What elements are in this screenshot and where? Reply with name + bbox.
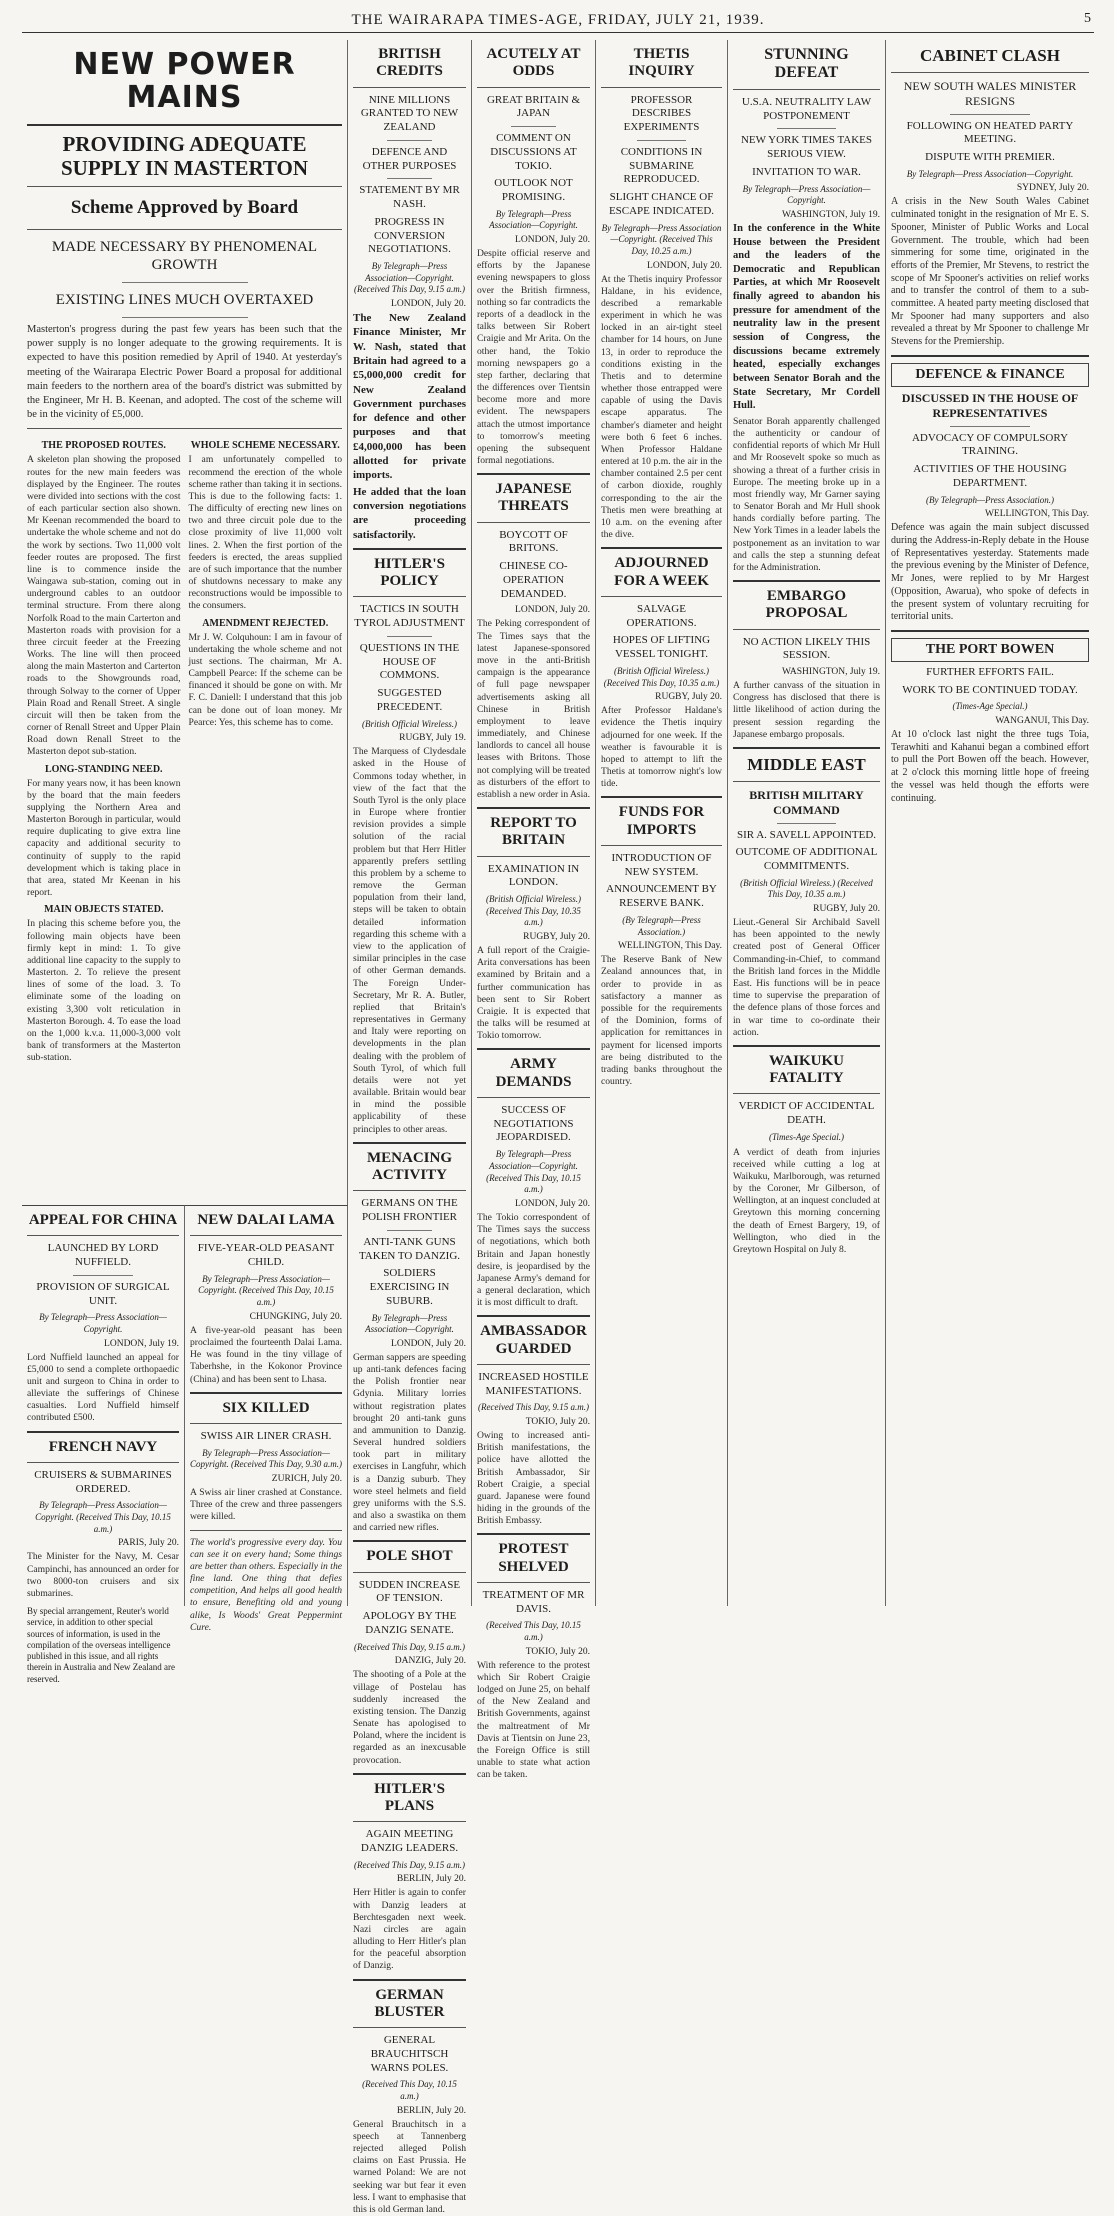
dateline: LONDON, July 20. [391,299,466,310]
divider [477,522,590,523]
dateline: TOKIO, July 20. [525,1646,590,1657]
dateline: CHUNGKING, July 20. [249,1311,342,1322]
article-text-cabinet-clash: A crisis in the New South Wales Cabinet culminated tonight in the resignation of Mr E. S. Spooner, Minister of Public Works and Local Government. The trouble, which had been simmering for some time, originated in the efforts of the Premier, Mr Stevens, to restrict the scope of Mr Spooner's activities on relief works and to transfer the control of them to a sub-committee. A heated party meeting disclosed that Mr Spooner had many supporters and also revealed a threat by Mr Spooner to challenge Mr Stevens for the Premiership. [891,196,1089,348]
article-text-six-killed: A Swiss air liner crashed at Constance. Three of the crew and three passengers were killed. [190,1487,342,1523]
headline-adjourned: ADJOURNED FOR A WEEK [614,555,709,589]
headline-pole-shot: POLE SHOT [366,1548,453,1565]
byline: By Telegraph—Press Association—Copyright. (Received This Day, 10.25 a.m.) [601,222,722,256]
divider [733,1093,880,1094]
divider [73,1275,134,1276]
divider [477,856,590,857]
byline: By Telegraph—Press Association—Copyright. [489,208,578,231]
divider [733,1045,880,1047]
divider [477,1364,590,1365]
subhead-power-mains: PROVIDING ADEQUATE SUPPLY IN MASTERTON [60,132,309,181]
article-text-pole-shot: The shooting of a Pole at the village of Postelau has suddenly increased the existing tension. The Danzig Senate has apologised to Poland, where the incident is regarded as an inexcusable provocation. [353,1669,466,1766]
article-lead-stunning-defeat: In the conference in the White House between the President and the leaders of the Democratic and Republican Parties, at which Mr Roosevelt finally agreed to abandon his pressure for amendment of the neutrality law in the present session of Congress, the discussions became extremely heated, especially exchanges between Senator Borah and the State Secretary, Mr Cordell Hull. [733,222,880,412]
deck-overtaxed: EXISTING LINES MUCH OVERTAXED [55,292,314,309]
headline-army-demands: ARMY DEMANDS [495,1056,572,1090]
divider [733,781,880,782]
byline: (By Telegraph—Press Association.) [926,494,1054,505]
column-6 [886,40,1094,1606]
deck-mr-davis: TREATMENT OF MR DAVIS. [482,1588,585,1615]
headline-china: APPEAL FOR CHINA [28,1212,178,1228]
article-intro: Masterton's progress during the past few years has been such that the power supply is no longer adequate to the growing requirements. It is expected to have this position remedied by April of 1940. At yesterday's meeting of the Wairarapa Electric Power Board a proposal for additional main feeders to the northern area of the board's district was submitted by the Engineer, Mr H. B. Keenan, and adopted. The cost of the scheme will be in the vicinity of £5,000. [27,324,342,421]
article-lama-sixkilled [185,1205,348,1633]
divider [477,1048,590,1050]
byline: (Received This Day, 10.15 a.m.) [362,2079,457,2102]
deck-air-liner: SWISS AIR LINER CRASH. [200,1429,332,1442]
dateline: WASHINGTON, July 19. [782,209,880,220]
byline: By Telegraph—Press Association—Copyright. (Received This Day, 9.15 a.m.) [354,261,465,295]
divider [27,186,342,187]
byline: By Telegraph—Press Association—Copyright. (Received This Day, 10.15 a.m.) [198,1273,334,1308]
headline-acutely-at-odds: ACUTELY AT ODDS [486,46,581,80]
deck-professor: PROFESSOR DESCRIBES EXPERIMENTS [623,93,700,133]
deck-neutrality: U.S.A. NEUTRALITY LAW POSTPONEMENT [741,95,872,122]
headline-ambassador-guarded: AMBASSADOR GUARDED [480,1323,587,1357]
article-body-left [27,435,181,1067]
deck-chinese-cooperation: CHINESE CO-OPERATION DEMANDED. [499,560,568,600]
sidehead-objects: MAIN OBJECTS STATED. [44,904,164,916]
article-text-need: For many years now, it has been known by the board that the main feeders supplying the Northern Area and Masterton Borough in particular, would require duplicating to give extra line capacity and additional security to continuity of supply to the rapid development which is taking place in that area, stated Mr Keenan in his report. [27,777,181,899]
column-2 [348,40,472,2215]
headline-defence-finance: DEFENCE & FINANCE [891,363,1089,387]
divider [353,2027,466,2028]
divider [353,1773,466,1775]
byline: By Telegraph—Press Association—Copyright. (Received This Day, 9.30 a.m.) [190,1447,342,1470]
dateline: LONDON, July 20. [515,1198,590,1209]
dateline: LONDON, July 20. [647,260,722,271]
divider [733,747,880,749]
divider [353,1142,466,1144]
divider [950,114,1029,115]
column-3 [472,40,596,1781]
divider [353,596,466,597]
headline-port-bowen: THE PORT BOWEN [891,638,1089,662]
article-text-stunning-defeat: Senator Borah apparently challenged the authenticity or candour of confidential reports of which Mr Hull and Mr Roosevelt spoke so much as showing a threat of a further crisis in Europe. The meeting broke up in a most friendly way, Mr Garner saying to Senator Borah and Mr Hull shook hands cordially before parting. The New York Times in a leader labels the postponement as an invitation to war and calls the step a stunning defeat for the Administration. [733,415,880,573]
headline-hitlers-policy: HITLER'S POLICY [374,555,445,590]
deck-efforts-fail: FURTHER EFFORTS FAIL. [926,665,1054,678]
deck-housing: ACTIVITIES OF THE HOUSING DEPARTMENT. [913,463,1067,489]
headline-cabinet-clash: CABINET CLASH [920,46,1060,65]
deck-statement-nash: STATEMENT BY MR NASH. [359,184,460,210]
headline-menacing-activity: MENACING ACTIVITY [367,1149,452,1183]
dateline: SYDNEY, July 20. [1016,183,1089,194]
deck-danzig-leaders: AGAIN MEETING DANZIG LEADERS. [360,1828,459,1855]
reuters-notice: By special arrangement, Reuter's world service, in addition to other special sources of information, is used in the compilation of the overseas intelligence published in this issue, and all rights therein in Australia and New Zealand are reserved. [27,1606,175,1684]
deck-hostile: INCREASED HOSTILE MANIFESTATIONS. [478,1370,589,1397]
divider [777,128,836,129]
byline: By Telegraph—Press Association—Copyright. (Received This Day, 10.15 a.m.) [486,1149,581,1195]
article-text-whole-scheme: I am unfortunately compelled to recommend the erection of the whole scheme rather than taking it in sections. This is due to the following facts: 1. The difficulty of erecting new lines on two and three circuit pole due to the close proximity of live 11,000 volt lines. 2. When the first portion of the feeders is erected, the areas supplied are of such importance that the number of shutdowns necessary to make any reconstructions would be impossible to the consumers. [188,454,342,612]
deck-south-tyrol: TACTICS IN SOUTH TYROL ADJUSTMENT [354,603,465,630]
deck-no-action: NO ACTION LIKELY THIS SESSION. [742,635,871,662]
article-text-japanese-threats: The Peking correspondent of The Times says that the latest Japanese-sponsored move in the anti-British campaign is the appearance of full page newspaper advertisements asking all Chinese in British employment to leave immediately, and Chinese landlords to cancel all house leases with Britons. Those not complying will be treated as disturbers of the effort to establish a new order in Asia. [477,618,590,800]
dateline: BERLIN, July 20. [396,2105,466,2116]
deck-salvage: SALVAGE OPERATIONS. [626,602,697,629]
article-text-thetis: At the Thetis inquiry Professor Haldane, in his evidence, described a remarkable experiment in which he was locked in an air-tight steel chamber for 14 hours, on June 13, in order to reproduce the conditions existing in the Thetis and to determine whether those entrapped were capable of using the Davis escape apparatus. The chamber's diameter and height were both 6 feet 6 inches. When Professor Haldane entered at 10 p.m. the air in the chamber contained 2.5 per cent of carbon dioxide, roughly corresponding to the air the Thetis men were breathing at 10 a.m. on the evening after the dive. [601,273,722,541]
dateline: LONDON, July 20. [515,235,590,246]
divider [601,87,722,88]
article-text-german-bluster: General Brauchitsch in a speech at Tannenberg rejected alleged Polish claims on East Prussia. He warned Poland: We are not seeking war but fear it even less. I want to emphasise that this is old German land. [353,2118,466,2215]
divider [950,426,1029,427]
divider [477,1315,590,1317]
divider [27,1462,179,1463]
divider [353,1572,466,1573]
divider [190,1423,342,1424]
divider [477,87,590,88]
deck-party-meeting: FOLLOWING ON HEATED PARTY MEETING. [906,119,1074,146]
divider [477,1533,590,1535]
deck-continued: WORK TO BE CONTINUED TODAY. [902,683,1078,696]
article-text-middle-east: Lieut.-General Sir Archibald Savell has been appointed to the newly created post of General Officer Commanding-in-Chief, to command the British land forces in the Middle East. His functions will be in peace time to supervise the preparation of the defence plans of those forces and in war time to co-ordinate their action. [733,917,880,1038]
divider [477,1097,590,1098]
deck-surgical-unit: PROVISION OF SURGICAL UNIT. [36,1280,170,1307]
article-text-navy: The Minister for the Navy, M. Cesar Campinchi, has announced an order for two 8000-ton cruisers and six submarines. [27,1551,179,1599]
divider [477,807,590,809]
headline-embargo: EMBARGO PROPOSAL [765,588,848,622]
deck-apology: APOLOGY BY THE DANZIG SENATE. [362,1610,457,1636]
byline: (British Official Wireless.) (Received This Day, 10.35 a.m.) [486,894,581,928]
divider [601,845,722,846]
divider [27,124,342,126]
deck-nuffield: LAUNCHED BY LORD NUFFIELD. [47,1242,159,1268]
divider [601,596,722,597]
headline-protest-shelved: PROTEST SHELVED [498,1541,569,1575]
byline: (Times-Age Special.) [952,701,1028,712]
divider [601,547,722,549]
article-text-port-bowen: At 10 o'clock last night the three tugs Toia, Terawhiti and Kahanui began a combined effort to pull the Port Bowen off the beach. However, at 2 o'clock this morning little hope of freeing the vessel was held though the efforts were continuing. [891,729,1089,804]
deck-nine-millions: NINE MILLIONS GRANTED TO NEW ZEALAND [360,93,459,133]
deck-premier: DISPUTE WITH PREMIER. [925,151,1055,164]
headline-power-mains: NEW POWER MAINS [73,47,296,115]
article-text-china: Lord Nuffield launched an appeal for £5,000 to send a complete orthopaedic unit and surgeon to China in order to alleviate the sufferings of Chinese casualties. Lord Nuffield himself contributed £500. [27,1351,179,1424]
divider [477,473,590,475]
byline: (Received This Day, 10.15 a.m.) [486,1620,581,1643]
deck-scheme-approved: Scheme Approved by Board [70,197,299,219]
deck-nsw-minister: NEW SOUTH WALES MINISTER RESIGNS [903,78,1077,108]
sidehead-routes: THE PROPOSED ROUTES. [41,440,166,452]
divider [891,72,1089,73]
deck-polish-frontier: GERMANS ON THE POLISH FRONTIER [361,1197,458,1223]
article-text-hitlers-plans: Herr Hitler is again to confer with Danzig leaders at Berchtesgaden next week. Nazi circles are again alluding to Herr Hitler's plan for the peaceful absorption of Danzig. [353,1887,466,1972]
divider [353,1979,466,1981]
column-5 [728,40,886,1606]
divider [27,428,342,429]
byline: (British Official Wireless.) [362,718,457,729]
masthead-title: THE WAIRARAPA TIMES-AGE, FRIDAY, JULY 21, 1939. [351,11,765,28]
headline-waikuku: WAIKUKU FATALITY [768,1052,844,1087]
headline-german-bluster: GERMAN BLUSTER [374,1986,445,2020]
deck-anti-tank: ANTI-TANK GUNS TAKEN TO DANZIG. [358,1235,461,1262]
deck-lifting: HOPES OF LIFTING VESSEL TONIGHT. [612,634,711,661]
article-power-mains [22,40,348,1205]
article-body-right [189,435,343,1067]
byline: By Telegraph—Press Association—Copyright. [742,183,871,206]
dateline: RUGBY, July 20. [523,932,590,943]
deck-precedent: SUGGESTED PRECEDENT. [376,687,443,713]
article-text-hitlers-policy: The Marquess of Clydesdale asked in the House of Commons today whether, in view of the fact that the South Tyrol is the only place in Europe where frontier revision provides a simple solution of the racial problem but that Herr Hitler apparently prefers settling this problem by a scheme to remove the German population from their land, steps will be taken to obtain detailed information regarding this scheme with a view to the application of similar principles in the case of other German demands. The Foreign Under-Secretary, Mr R. A. Butler, replied that Britain's representatives in Germany and Italy were reporting on developments in the plan dealing with the problem of South Tyrol, of which full details were not yet available. Britain would bear in mind the possible applicability of these principles to other areas. [353,746,466,1135]
deck-tension: SUDDEN INCREASE OF TENSION. [358,1578,461,1605]
divider [387,178,432,179]
divider [27,1235,179,1236]
deck-military-command: BRITISH MILITARY COMMAND [749,787,864,817]
deck-phenomenal-growth: MADE NECESSARY BY PHENOMENAL GROWTH [51,239,318,274]
divider [511,126,556,127]
headline-funds-imports: FUNDS FOR IMPORTS [618,804,705,838]
divider [387,636,432,637]
headline-six-killed: SIX KILLED [222,1399,310,1416]
article-text-amendment: Mr J. W. Colquhoun: I am in favour of undertaking the whole scheme and not just sections. The chairman, Mr A. Campbell Pearce: If the scheme can be financed it should be gone on with. Mr F. C. Daniell: I understand that this job can be done out of loan money. Mr Pearce: Yes, this scheme has to come. [188,631,342,728]
divider [733,629,880,630]
deck-conversion: PROGRESS IN CONVERSION NEGOTIATIONS. [368,215,451,256]
byline: (British Official Wireless.) (Received This Day, 10.35 a.m.) [603,665,720,688]
sidehead-need: LONG-STANDING NEED. [44,763,163,775]
divider [27,229,342,230]
divider [777,823,836,824]
dateline: ZURICH, July 20. [271,1474,342,1485]
dateline: RUGBY, July 20. [813,904,880,915]
deck-jeopardised: SUCCESS OF NEGOTIATIONS JEOPARDISED. [493,1103,574,1144]
article-text-waikuku: A verdict of death from injuries received while cutting a log at Waikuku, Marlborough, was returned by the Coroner, Mr Gilberson, of Wellington, at an inquest concluded at Greytown this morning concerning the death of Ernest Bargery, 19, of Wellington, who died in the Greytown Hospital on July 8. [733,1146,880,1255]
divider [122,282,248,283]
divider [353,1540,466,1542]
divider [353,548,466,550]
dateline: WELLINGTON, This Day. [984,509,1089,520]
divider [891,630,1089,632]
article-text-embargo: A further canvass of the situation in Congress has disclosed that there is little likelihood of action during the present session regarding the Japanese embargo proposals. [733,680,880,740]
byline: By Telegraph—Press Association—Copyright. [365,1312,454,1335]
deck-verdict: VERDICT OF ACCIDENTAL DEATH. [738,1100,875,1127]
deck-boycott: BOYCOTT OF BRITONS. [499,528,568,555]
article-text-british-credits: He added that the loan conversion negotiations are proceeding satisfactorily. [353,485,466,541]
deck-house-representatives: DISCUSSED IN THE HOUSE OF REPRESENTATIVES [901,390,1079,420]
divider [601,796,722,798]
column-4 [596,40,728,1606]
article-text-funds: The Reserve Bank of New Zealand announces that, in order to provide in as satisfactory a manner as possible for the requirements of the Dominion, forms of application for remittances in payment for licensed imports are being distributed to the trading banks throughout the country. [601,954,722,1088]
byline: (By Telegraph—Press Association.) [622,914,701,937]
deck-reserve-bank: ANNOUNCEMENT BY RESERVE BANK. [606,883,717,910]
sidehead-amendment: AMENDMENT REJECTED. [202,617,329,629]
divider [387,1230,432,1231]
article-lead-british-credits: The New Zealand Finance Minister, Mr W. Nash, stated that Britain had agreed to a £5,000,000 credit for New Zealand Government purchases for defence and other purposes and that £4,000,000 has been allotted for private imports. [353,312,466,482]
headline-hitlers-plans: HITLER'S PLANS [374,1780,445,1815]
headline-thetis-inquiry: THETIS INQUIRY [628,46,695,80]
headline-japanese-threats: JAPANESE THREATS [495,481,572,515]
byline: (British Official Wireless.) (Received This Day, 10.35 a.m.) [740,877,873,900]
article-text-dalai-lama: A five-year-old peasant has been proclaimed the fourteenth Dalai Lama. He was found in the tiny village of Taberhshe, in the Kokonor Province (China) and has been sent to Lhasa. [190,1324,342,1385]
deck-tokio-comment: COMMENT ON DISCUSSIONS AT TOKIO. [490,132,577,172]
divider [190,1530,342,1531]
divider [353,87,466,88]
divider [733,89,880,90]
headline-british-credits: BRITISH CREDITS [376,46,443,80]
article-text-defence-finance: Defence was again the main subject discussed during the Address-in-Reply debate in the House of Representatives yesterday. Statements made the previous evening by the Minister of Defence, Mr Jones, were replied to by Mr Hargest (Opposition, Awarua), who spoke of defects in the present system of voluntary recruiting for territorial units. [891,522,1089,623]
divider [387,140,432,141]
headline-report-to-britain: REPORT TO BRITAIN [490,815,577,849]
sidehead-whole-scheme: WHOLE SCHEME NECESSARY. [190,440,340,452]
dateline: TOKIO, July 20. [525,1417,590,1428]
deck-nyt: NEW YORK TIMES TAKES SERIOUS VIEW. [740,134,873,161]
masthead [22,8,1094,33]
dateline: WASHINGTON, July 19. [782,667,880,678]
article-text-objects: In placing this scheme before you, the following main objects have been firmly kept in mind: 1. To give additional line capacity to the supply to Masterton. 2. To relieve the present lines of some of the load. 3. To eliminate some of the loading on existing 3,300 volt reticulation in Masterton Borough. 4. To ease the load on the 1,000 k.v.a. 11,000-3,000 volt bank of transformers at the Masterton sub-station. [27,918,181,1064]
divider [190,1392,342,1394]
deck-chance-escape: SLIGHT CHANCE OF ESCAPE INDICATED. [608,191,715,217]
divider [190,1235,342,1236]
dateline: WELLINGTON, This Day. [617,941,722,952]
dateline: BERLIN, July 20. [396,1874,466,1885]
byline: By Telegraph—Press Association—Copyright. (Received This Day, 10.15 a.m.) [35,1500,171,1534]
deck-examination: EXAMINATION IN LONDON. [487,862,580,889]
deck-defence-purposes: DEFENCE AND OTHER PURPOSES [362,145,457,172]
dateline: DANZIG, July 20. [394,1656,466,1667]
deck-commitments: OUTCOME OF ADDITIONAL COMMITMENTS. [735,846,878,873]
byline: By Telegraph—Press Association—Copyright. [39,1312,167,1334]
article-body-columns [27,435,342,1067]
deck-cruisers: CRUISERS & SUBMARINES ORDERED. [34,1468,172,1495]
page-number: 5 [1084,11,1092,26]
divider [477,1582,590,1583]
deck-soldiers: SOLDIERS EXERCISING IN SUBURB. [369,1267,450,1307]
byline: (Received This Day, 9.15 a.m.) [478,1402,589,1413]
byline: (Received This Day, 9.15 a.m.) [354,1859,465,1870]
deck-outlook: OUTLOOK NOT PROMISING. [494,177,573,203]
deck-britain-japan: GREAT BRITAIN & JAPAN [486,93,581,120]
dateline: LONDON, July 19. [104,1338,179,1349]
deck-invitation: INVITATION TO WAR. [752,165,861,178]
headline-navy: FRENCH NAVY [48,1438,158,1455]
divider [353,1821,466,1822]
deck-house-commons: QUESTIONS IN THE HOUSE OF COMMONS. [359,641,460,682]
byline: By Telegraph—Press Association—Copyright. [906,168,1074,179]
byline: (Times-Age Special.) [769,1131,844,1142]
deck-brauchitsch: GENERAL BRAUCHITSCH WARNS POLES. [370,2034,449,2074]
headline-stunning-defeat: STUNNING DEFEAT [764,46,849,82]
divider [122,317,248,318]
article-text-adjourned: After Professor Haldane's evidence the Thetis inquiry adjourned for one week. If the weather is favourable it is hoped to attempt to lift the Thetis at tomorrow night's low tide. [601,705,722,790]
article-text-army-demands: The Tokio correspondent of The Times says the success of negotiations, which both Britain and Japan honestly desire, is jeopardised by the Japanese Army's demand for a general declaration, which it is most difficult to draft. [477,1211,590,1309]
article-text-ambassador: Owing to increased anti-British manifestations, the police have allotted the British Ambassador, Sir Robert Craigie, a special guard. Japanese were found hiding in the grounds of the British Embassy. [477,1430,590,1527]
dateline: LONDON, July 20. [391,1338,466,1349]
divider [891,355,1089,357]
dateline: RUGBY, July 20. [655,692,722,703]
article-text-protest: With reference to the protest which Sir Robert Craigie lodged on June 25, on behalf of the New Zealand and British Governments, against the maltreatment of Mr Davis at Tientsin on June 23, the Foreign Office is still unable to state what action can be taken. [477,1659,590,1781]
deck-conditions: CONDITIONS IN SUBMARINE REPRODUCED. [620,145,703,186]
divider [733,580,880,582]
deck-new-system: INTRODUCTION OF NEW SYSTEM. [611,851,712,878]
article-text-report: A full report of the Craigie-Arita conversations has been examined by Britain and a further communication has been sent to Sir Robert Craigie. It is expected that the talks will be resumed at Tokio tomorrow. [477,945,590,1042]
byline: (Received This Day, 9.15 a.m.) [354,1641,465,1652]
article-text-menacing: German sappers are speeding up anti-tank defences facing the Polish frontier near Gdynia. Military lorries without registration plates brought 20 anti-tank guns and ammunition to Danzig. Several hundred soldiers took part in military exercises in Langfuhr, which is a Danzig suburb. They wore steel helmets and field grey uniforms with the S.S. and also a swastika on them and carried new rifles. [353,1351,466,1534]
dateline: WANGANUI, This Day. [995,716,1089,727]
article-text-acutely-at-odds: Despite official reserve and efforts by the Japanese evening newspapers to gloss over the British firmness, nothing so far contradicts the reports of a deadlock in the talks between Sir Robert Craigie and Mr Arita. On the other hand, the Tokio morning newspapers go a step farther, declaring that the differences over Tientsin become more and more evident. The newspapers attach the utmost importance to tomorrow's meeting opening the subsequent formal negotiations. [477,248,590,467]
article-china-navy [22,1205,185,1684]
advertisement-peppermint-cure: The world's progressive every day. You can see it on every hand; Some things are better than others. Especially in the fine land. One thing that defies competition, And helps all good health to ensure, Benefiting old and young alike, Is Woods' Great Peppermint Cure. [190,1536,342,1633]
deck-compulsory-training: ADVOCACY OF COMPULSORY TRAINING. [911,431,1069,458]
divider [353,1190,466,1191]
divider [27,1431,179,1433]
headline-middle-east: MIDDLE EAST [747,754,866,774]
article-text-routes: A skeleton plan showing the proposed routes for the new main feeders was displayed by the Engineer. The routes were divided into sections with the cost of each particular section also shown. Mr Keenan recommended the board to undertake the whole scheme and not do the work by sections. Two 11,000 volt feeder routes are proposed. The first line is to commence inside the Waingawa sub-station, coming out in underground cables to an outdoor terminal structure. From there along Norfolk Road to the main Carterton and Masterton roads with provision for a three circuit feeder at the Freezing Works. The line will then proceed along the main Masterton and Carterton roads to the Showgrounds road, through Solway to the corner of Upper Plain Road and Renall Street. A single circuit will then be taken from the corner of Renall Street and Upper Plain Road down Renall Street to the Masterton depot sub-station. [27,454,181,758]
deck-savell: SIR A. SAVELL APPOINTED. [736,828,877,841]
deck-peasant-child: FIVE-YEAR-OLD PEASANT CHILD. [197,1242,335,1268]
headline-dalai-lama: NEW DALAI LAMA [197,1212,335,1228]
divider [637,140,685,141]
dateline: RUGBY, July 19. [399,733,466,744]
dateline: PARIS, July 20. [118,1538,179,1549]
dateline: LONDON, July 20. [515,605,590,616]
